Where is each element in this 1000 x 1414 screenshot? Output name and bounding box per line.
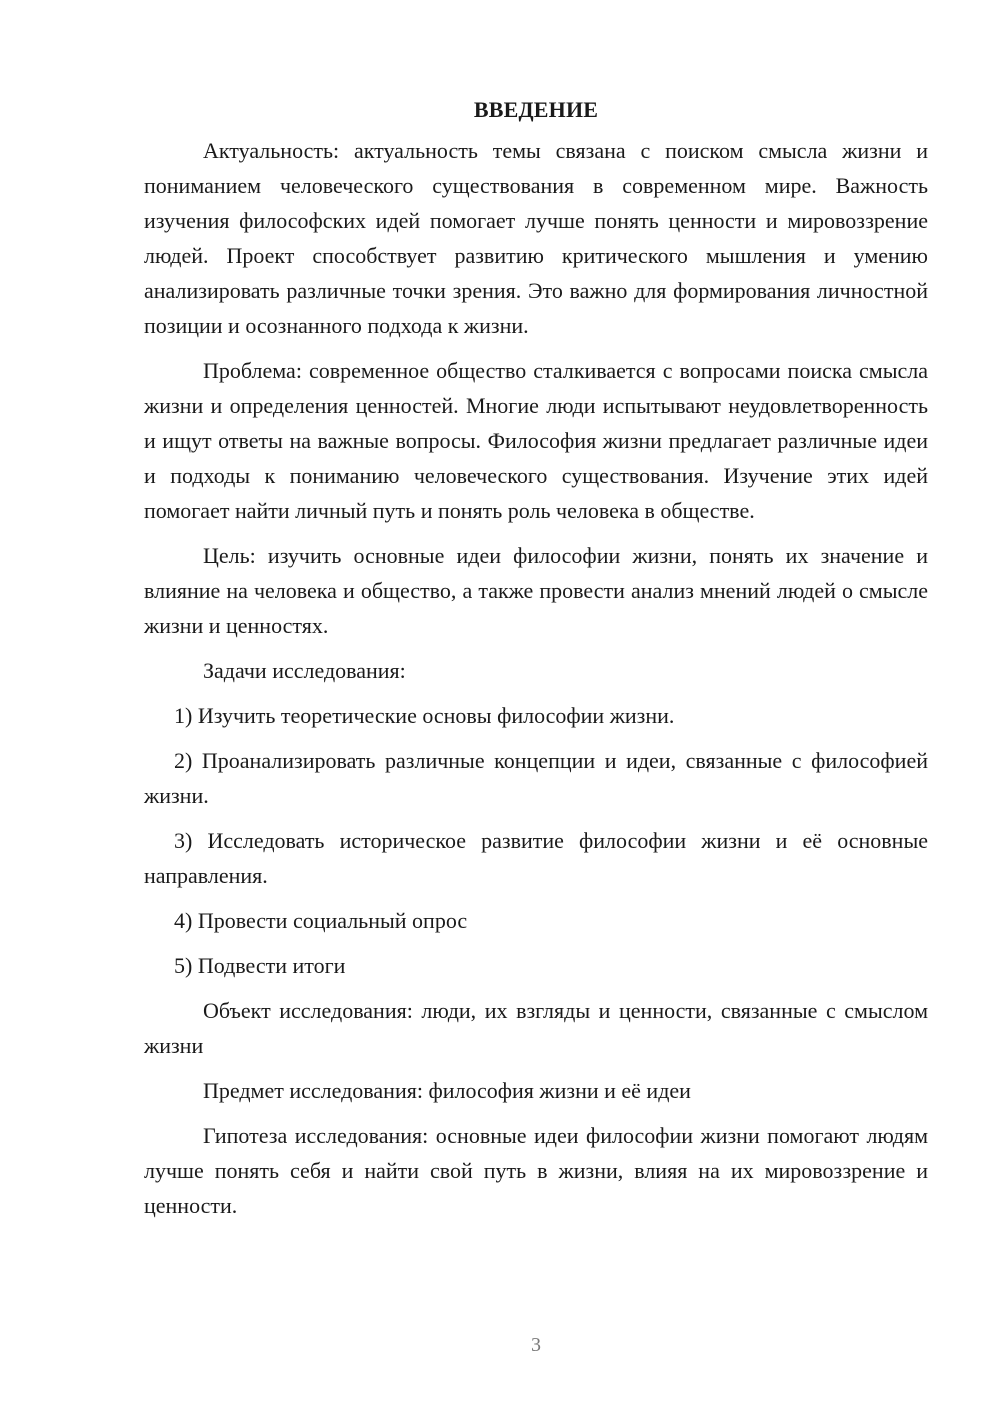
paragraph-subject: Предмет исследования: философия жизни и её идеи xyxy=(203,1078,691,1103)
paragraph-problem: Проблема: современное общество сталкивается с вопросами поиска смысла жизни и определения ценностей. Многие люди испытывают неудовлетворенность и ищут ответы на важные вопросы. Философия жизни предлагает различные идеи и подходы к пониманию человеческого существования. Изучение этих идей помогает найти личный путь и понять роль человека в обществе. xyxy=(144,358,928,523)
task-item-4: 4) Провести социальный опрос xyxy=(174,908,468,933)
tasks-heading: Задачи исследования: xyxy=(203,658,406,683)
page-title: ВВЕДЕНИЕ xyxy=(473,97,599,122)
task-item-3: 3) Исследовать историческое развитие философии жизни и её основные направления. xyxy=(144,828,928,888)
document-page xyxy=(144,92,928,1233)
task-item-5: 5) Подвести итоги xyxy=(174,953,346,978)
paragraph-goal: Цель: изучить основные идеи философии жизни, понять их значение и влияние на человека и общество, а также провести анализ мнений людей о смысле жизни и ценностях. xyxy=(144,543,928,638)
task-item-2: 2) Проанализировать различные концепции и идеи, связанные с философией жизни. xyxy=(144,748,928,808)
paragraph-hypothesis: Гипотеза исследования: основные идеи философии жизни помогают людям лучше понять себя и найти свой путь в жизни, влияя на их мировоззрение и ценности. xyxy=(144,1123,928,1218)
paragraph-object: Объект исследования: люди, их взгляды и ценности, связанные с смыслом жизни xyxy=(144,998,928,1058)
paragraph-relevance: Актуальность: актуальность темы связана с поиском смысла жизни и пониманием человеческого существования в современном мире. Важность изучения философских идей помогает лучше понять ценности и мировоззрение людей. Проект способствует развитию критического мышления и умению анализировать различные точки зрения. Это важно для формирования личностной позиции и осознанного подхода к жизни. xyxy=(144,138,928,338)
page-number: 3 xyxy=(531,1334,541,1356)
task-item-1: 1) Изучить теоретические основы философии жизни. xyxy=(174,703,675,728)
